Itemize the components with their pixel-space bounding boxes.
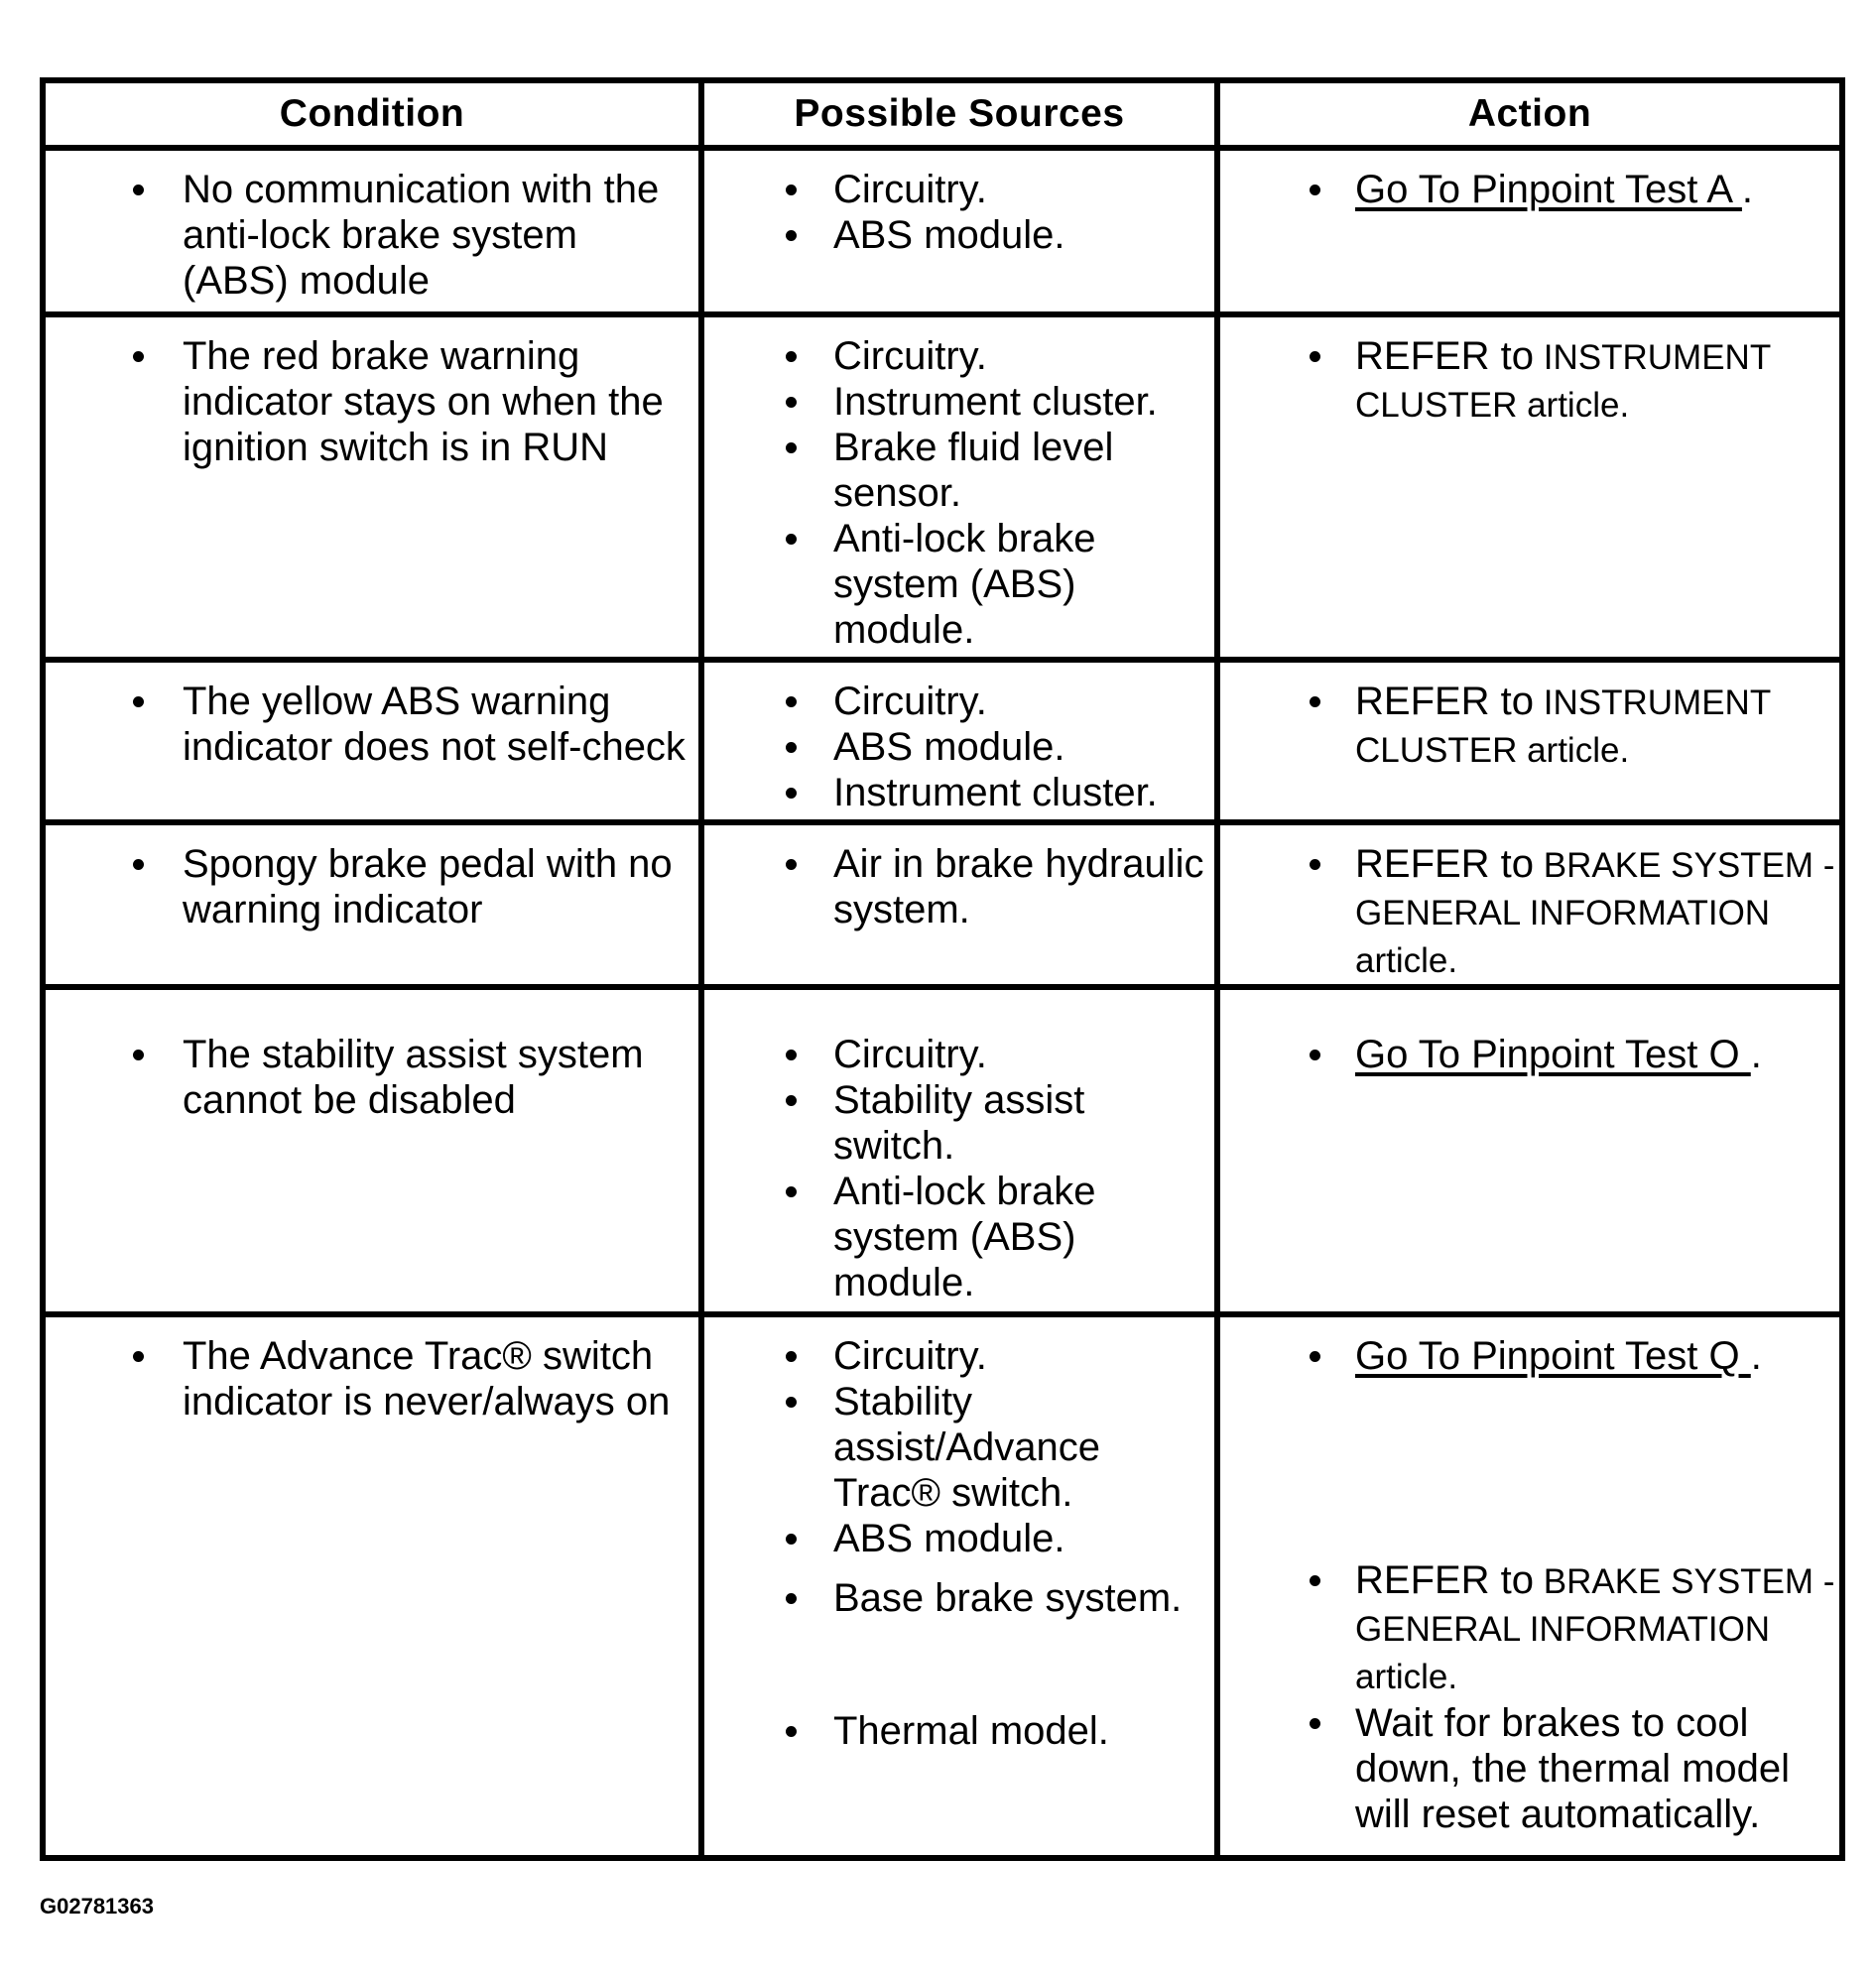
list-item	[704, 1333, 1214, 1379]
action-prefix: REFER to	[1355, 680, 1535, 723]
source-text: Circuitry.	[833, 1334, 987, 1378]
list-item	[46, 167, 698, 304]
source-text: Air in brake hydraulic system.	[833, 842, 1204, 931]
list-item	[46, 679, 698, 770]
sources-cell	[701, 987, 1217, 1314]
table-row	[43, 822, 1842, 987]
source-text: Stability assist/Advance Trac® switch.	[833, 1380, 1101, 1515]
source-text: Instrument cluster.	[833, 380, 1158, 424]
source-text: Brake fluid level sensor.	[833, 426, 1114, 515]
list-item	[704, 1516, 1214, 1561]
diagnostic-table	[40, 77, 1845, 1861]
bullet-icon	[786, 859, 797, 870]
list-item	[1220, 1032, 1839, 1077]
bullet-icon	[786, 742, 797, 753]
list-item	[1220, 1557, 1839, 1700]
bullet-icon	[786, 351, 797, 362]
bullet-icon	[133, 1351, 144, 1362]
list-item	[704, 212, 1214, 258]
list-item	[704, 724, 1214, 770]
list-item	[46, 333, 698, 470]
source-text: Thermal model.	[833, 1709, 1109, 1753]
table-row	[43, 1314, 1842, 1858]
bullet-icon	[1310, 1575, 1320, 1586]
bullet-icon	[1310, 1718, 1320, 1729]
action-suffix: .	[1750, 1033, 1762, 1076]
source-text: ABS module.	[833, 1517, 1065, 1560]
source-text: Circuitry.	[833, 168, 987, 211]
table-row	[43, 148, 1842, 314]
list-item	[704, 1708, 1214, 1754]
source-text: Anti-lock brake system (ABS) module.	[833, 517, 1096, 652]
list-item	[704, 379, 1214, 425]
condition-text: The Advance Trac® switch indicator is never/always on	[183, 1334, 671, 1424]
list-item	[704, 841, 1214, 932]
sources-cell	[701, 1314, 1217, 1858]
source-text: ABS module.	[833, 725, 1065, 769]
pinpoint-test-q-link[interactable]: Go To Pinpoint Test Q	[1355, 1334, 1751, 1378]
action-text: BRAKE SYSTEM - GENERAL INFORMATION article.	[1355, 846, 1835, 980]
bullet-icon	[1310, 185, 1320, 195]
bullet-icon	[1310, 351, 1320, 362]
list-item	[1220, 1700, 1839, 1837]
action-suffix: .	[1750, 1334, 1762, 1378]
figure-id: G02781363	[40, 1894, 154, 1919]
condition-text: The yellow ABS warning indicator does not self-check	[183, 680, 686, 769]
list-item	[1220, 679, 1839, 774]
header-possible-sources: Possible Sources	[701, 80, 1217, 148]
pinpoint-test-a-link[interactable]: Go To Pinpoint Test A	[1355, 168, 1742, 211]
bullet-icon	[1310, 859, 1320, 870]
action-cell	[1217, 822, 1842, 987]
condition-text: The stability assist system cannot be disabled	[183, 1033, 644, 1122]
pinpoint-test-o-link[interactable]: Go To Pinpoint Test O	[1355, 1033, 1751, 1076]
table-row	[43, 987, 1842, 1314]
bullet-icon	[133, 185, 144, 195]
header-condition: Condition	[43, 80, 701, 148]
list-item	[1220, 333, 1839, 429]
bullet-icon	[786, 1050, 797, 1060]
bullet-icon	[1310, 1050, 1320, 1060]
list-item	[1220, 841, 1839, 984]
table-row	[43, 660, 1842, 822]
list-item	[704, 425, 1214, 516]
bullet-icon	[786, 534, 797, 545]
condition-text: No communication with the anti-lock brake system (ABS) module	[183, 168, 660, 303]
action-text: Wait for brakes to cool down, the thermal model will reset automatically.	[1355, 1701, 1791, 1836]
condition-cell	[43, 1314, 701, 1858]
bullet-icon	[786, 1726, 797, 1737]
list-item	[46, 841, 698, 932]
condition-cell	[43, 314, 701, 660]
list-item	[704, 1575, 1214, 1621]
action-prefix: REFER to	[1355, 334, 1535, 378]
condition-cell	[43, 660, 701, 822]
list-item	[704, 1379, 1214, 1516]
action-cell	[1217, 1314, 1842, 1858]
bullet-icon	[1310, 1351, 1320, 1362]
source-text: ABS module.	[833, 213, 1065, 257]
action-prefix: REFER to	[1355, 1558, 1535, 1602]
bullet-icon	[786, 442, 797, 453]
list-item	[704, 167, 1214, 212]
header-row	[43, 80, 1842, 148]
list-item	[46, 1333, 698, 1425]
list-item	[704, 679, 1214, 724]
action-cell	[1217, 148, 1842, 314]
bullet-icon	[133, 696, 144, 707]
bullet-icon	[133, 351, 144, 362]
list-item	[704, 1032, 1214, 1077]
action-suffix: .	[1741, 168, 1754, 211]
action-text: BRAKE SYSTEM - GENERAL INFORMATION article.	[1355, 1562, 1835, 1696]
action-prefix: REFER to	[1355, 842, 1535, 886]
table-row	[43, 314, 1842, 660]
condition-text: Spongy brake pedal with no warning indicator	[183, 842, 673, 931]
bullet-icon	[133, 1050, 144, 1060]
source-text: Base brake system.	[833, 1576, 1183, 1620]
header-action: Action	[1217, 80, 1842, 148]
source-text: Circuitry.	[833, 680, 987, 723]
source-text: Circuitry.	[833, 1033, 987, 1076]
bullet-icon	[786, 788, 797, 799]
action-cell	[1217, 987, 1842, 1314]
bullet-icon	[786, 1397, 797, 1408]
bullet-icon	[1310, 696, 1320, 707]
list-item	[704, 1169, 1214, 1305]
bullet-icon	[786, 1593, 797, 1604]
list-item	[704, 333, 1214, 379]
action-cell	[1217, 314, 1842, 660]
bullet-icon	[786, 1351, 797, 1362]
bullet-icon	[133, 859, 144, 870]
bullet-icon	[786, 1095, 797, 1106]
action-cell	[1217, 660, 1842, 822]
list-item	[46, 1032, 698, 1123]
condition-cell	[43, 148, 701, 314]
bullet-icon	[786, 1186, 797, 1197]
list-item	[1220, 1333, 1839, 1379]
sources-cell	[701, 148, 1217, 314]
source-text: Stability assist switch.	[833, 1078, 1085, 1168]
bullet-icon	[786, 185, 797, 195]
source-text: Circuitry.	[833, 334, 987, 378]
list-item	[704, 1077, 1214, 1169]
list-item	[704, 770, 1214, 815]
source-text: Instrument cluster.	[833, 771, 1158, 814]
sources-cell	[701, 314, 1217, 660]
bullet-icon	[786, 230, 797, 241]
condition-cell	[43, 987, 701, 1314]
bullet-icon	[786, 696, 797, 707]
condition-text: The red brake warning indicator stays on when the ignition switch is in RUN	[183, 334, 664, 469]
bullet-icon	[786, 1534, 797, 1545]
action-text: INSTRUMENT CLUSTER article.	[1355, 338, 1771, 425]
list-item	[704, 516, 1214, 653]
source-text: Anti-lock brake system (ABS) module.	[833, 1170, 1096, 1304]
list-item	[1220, 167, 1839, 212]
sources-cell	[701, 660, 1217, 822]
sources-cell	[701, 822, 1217, 987]
action-text: INSTRUMENT CLUSTER article.	[1355, 683, 1771, 770]
bullet-icon	[786, 397, 797, 408]
condition-cell	[43, 822, 701, 987]
